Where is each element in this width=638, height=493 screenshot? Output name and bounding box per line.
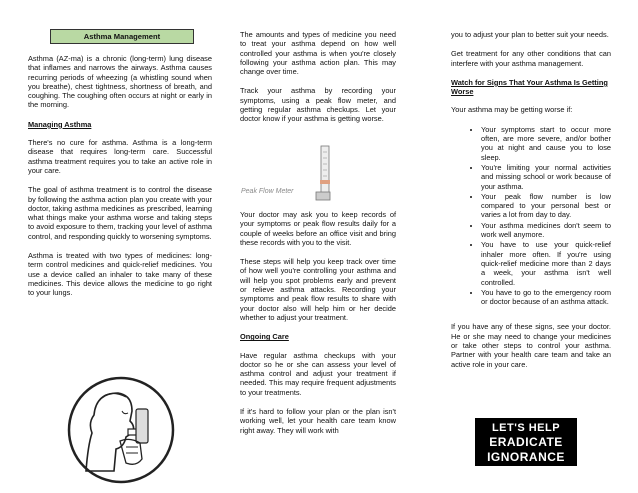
inhaler-illustration — [66, 375, 176, 485]
ongoing-care-heading: Ongoing Care — [240, 332, 289, 342]
warning-signs-list — [451, 125, 611, 307]
paragraph: These steps will help you keep track over time of how well you're controlling your asthma and will help you spot problems early and prevent or relieve asthma attacks. Recording your symptoms and peak flow results to share with your doctor also will help him or her decide whether to adjust your treatment. — [240, 257, 396, 322]
paragraph: The amounts and types of medicine you need to treat your asthma depend on how well controlled your asthma is when you're closely following your asthma action plan. This may change over time. — [240, 30, 396, 77]
paragraph: Track your asthma by recording your symptoms, using a peak flow meter, and getting regular asthma checkups. Let your doctor know if your asthma is getting worse. — [240, 86, 396, 124]
list-item: • Your symptoms start to occur more often, are more severe, and/or bother you at night and cause you to lose sleep. — [481, 125, 611, 162]
intro-paragraph: Asthma (AZ-ma) is a chronic (long-term) lung disease that inflames and narrows the airways. Asthma causes recurring periods of wheezing (a whistling sound when you breathe), chest tightness, shortness of breath, and coughing. The coughing often occurs at night or early in the morning. — [28, 54, 212, 110]
watch-signs-heading: Watch for Signs That Your Asthma Is Getting Worse — [451, 77, 608, 97]
list-item: • Your peak flow number is low compared to your personal best or varies a lot from day to day. — [481, 192, 611, 220]
list-item: • Your asthma medicines don't seem to work well anymore. — [481, 221, 611, 240]
column-2-lower — [240, 210, 396, 445]
logo-line-2: ERADICATE — [489, 435, 563, 449]
peak-flow-caption: Peak Flow Meter — [241, 188, 294, 195]
list-item: • You have to use your quick-relief inhaler more often. If you're using quick-relief medicine more than 2 days a week, your asthma isn't well controlled. — [481, 240, 611, 286]
paragraph: Have regular asthma checkups with your doctor so he or she can assess your level of asthma control and adjust your treatment if needed. This may require frequent adjustments to your treatments. — [240, 350, 396, 397]
paragraph: Get treatment for any other conditions that can interfere with your asthma management. — [451, 49, 611, 68]
logo-line-3: IGNORANCE — [487, 450, 565, 464]
paragraph: If it's hard to follow your plan or the plan isn't working well, let your health care team know right away. They will work with — [240, 407, 396, 435]
managing-asthma-heading: Managing Asthma — [28, 119, 92, 129]
paragraph: Your doctor may ask you to keep records of your symptoms or peak flow results daily for a couple of weeks before an office visit and bring these records with you to the visit. — [240, 210, 396, 247]
logo-line-1: LET'S HELP — [491, 422, 561, 434]
paragraph: The goal of asthma treatment is to control the disease by following the asthma action plan you create with your doctor, taking asthma medicines as prescribed, learning what things make your asthma worse and taking steps to avoid exposure to them, tracking your level of asthma control, and responding quickly to worsening symptoms. — [28, 185, 212, 241]
column-1 — [28, 54, 212, 308]
peak-flow-meter-image — [240, 144, 370, 202]
column-3 — [451, 30, 611, 379]
paragraph: Your asthma may be getting worse if: — [451, 105, 573, 115]
paragraph: If you have any of these signs, see your doctor. He or she may need to change your medicines or take other steps to control your asthma. Partner with your health care team and take an active role in your care. — [451, 322, 611, 369]
paragraph: There's no cure for asthma. Asthma is a long-term disease that requires long-term care. Successful asthma treatment requires you to take an active role in your care. — [28, 138, 212, 175]
list-item: • You're limiting your normal activities and missing school or work because of your asthma. — [481, 163, 611, 191]
paragraph: Asthma is treated with two types of medicines: long-term control medicines and quick-relief medicines. You use a device called an inhaler to take many of these medicines. This device allows the medicine to go right to your lungs. — [28, 251, 212, 298]
section-title: Asthma Management — [50, 29, 194, 44]
list-item: • You have to go to the emergency room or doctor because of an asthma attack. — [481, 288, 611, 307]
paragraph: you to adjust your plan to better suit your needs. — [451, 30, 609, 39]
column-2 — [240, 30, 396, 124]
eradicate-ignorance-logo — [475, 418, 577, 466]
